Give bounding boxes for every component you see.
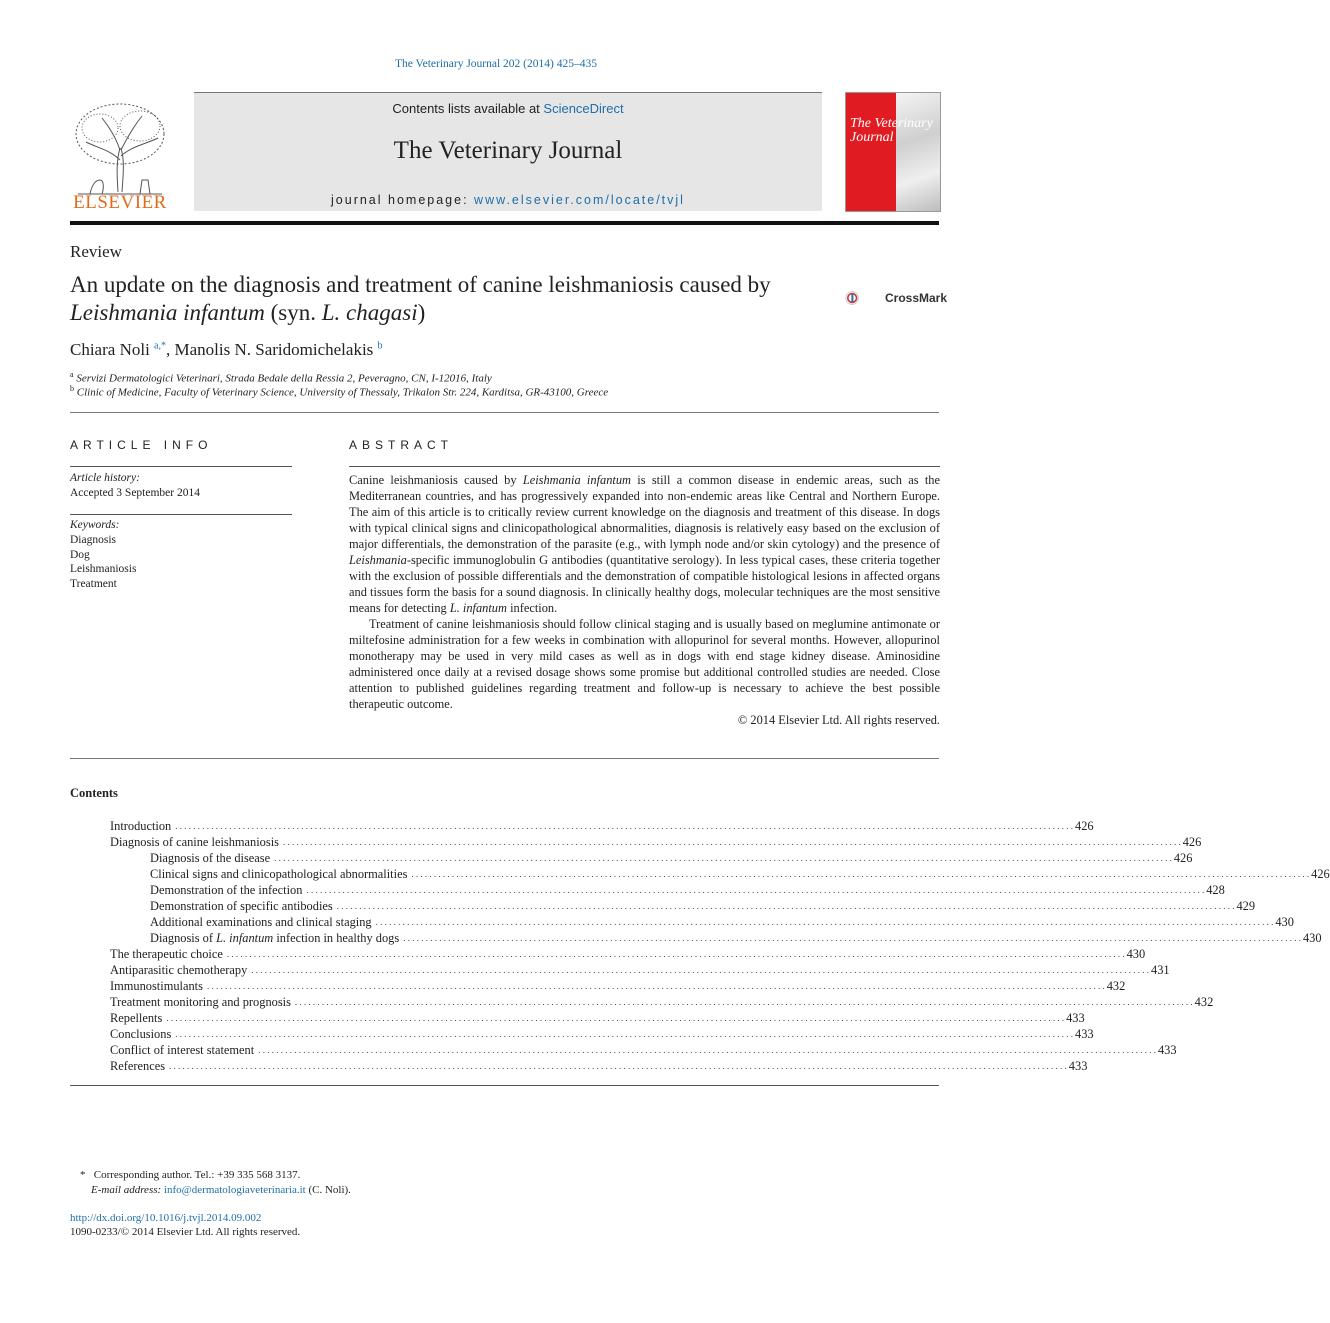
- keywords-list: [70, 533, 136, 591]
- article-title: An update on the diagnosis and treatment of canine leishmaniosis caused by Leishmania infantum (syn. L. chagasi): [70, 272, 771, 325]
- toc-page-number: 430: [1126, 947, 1146, 961]
- abstract-body: [349, 472, 940, 728]
- toc-dot-leader: . . . . . . . . . . . . . . . . . . . . . . . . . . . . . . . . . . . . . . . . . . . . . . . . . . . . . . . . . . . . . . . . . . . . . . . . . . . . . . . . . . . . . . . . . . . . . . . . . . . . . . . . . . . . . . . . . . . . . . . . . . . . . . . . . . . . . . . . . . . . . . . . . . . . . . . . . . . . . . . . . . . . . . . . . . . . . . . . . . . . . . . . . . . . . . . . . . . . . . . .: [175, 821, 1074, 831]
- toc-entry-label: Diagnosis of L. infantum infection in healthy dogs: [150, 931, 400, 945]
- keywords-label: Keywords:: [70, 519, 120, 531]
- toc-page-number: 426: [1075, 819, 1094, 833]
- toc-page-number: 426: [1182, 835, 1202, 849]
- toc-entry-label: Additional examinations and clinical staging: [150, 915, 372, 929]
- toc-entry-label: Treatment monitoring and prognosis: [110, 995, 291, 1009]
- crossmark-icon[interactable]: [845, 278, 885, 318]
- keywords-rule: [70, 514, 292, 515]
- toc-entry[interactable]: [110, 994, 1214, 1010]
- toc-dot-leader: . . . . . . . . . . . . . . . . . . . . . . . . . . . . . . . . . . . . . . . . . . . . . . . . . . . . . . . . . . . . . . . . . . . . . . . . . . . . . . . . . . . . . . . . . . . . . . . . . . . . . . . . . . . . . . . . . . . . . . . . . . . . . . . . . . . . . . . . . . . . . . . . . . . . . . . . . . . . . . . . . . . . . . . . . . . . . . . . . . . . . . . . . . . . . . . . . . . . . . . .: [175, 1029, 1074, 1039]
- keyword: Dog: [70, 548, 90, 561]
- author-name: Chiara Noli: [70, 340, 150, 359]
- abstract-paragraph: Treatment of canine leishmaniosis should follow clinical staging and is usually based on meglumine antimonate or miltefosine administration for a few weeks in combination with allopurinol for several months. However, allopurinol monotherapy may be used in very mild cases as well as in dogs with end stage kidney disease. Aminosidine administered once daily at a revised dosage shows some promise but additional controlled studies are needed. Close attention to published guidelines regarding treatment and follow-up is necessary to achieve the best possible therapeutic outcome.: [349, 617, 940, 711]
- sciencedirect-link[interactable]: ScienceDirect: [543, 101, 624, 116]
- toc-entry[interactable]: [110, 978, 1126, 994]
- abstract-paragraph: Canine leishmaniosis caused by Leishmania infantum is still a common disease in endemic areas, such as the Mediterranean countries, and has progressively expanded into non-endemic areas like Central and Northern Europe. The aim of this article is to critically review current knowledge on the diagnosis and treatment of this disease. In dogs with typical clinical signs and clinicopathological abnormalities, diagnosis is relatively easy based on the exclusion of major differentials, the demonstration of the parasite (e.g., with lymph node and/or skin cytology) and the presence of Leishmania-specific immunoglobulin G antibodies (quantitative serology). In less typical cases, these criteria together with the exclusion of possible differentials and the demonstration of compatible histological lesions in affected organs and tissues form the basis for a sound diagnosis. In clinically healthy dogs, molecular techniques are the most sensitive means for detecting L. infantum infection.: [349, 473, 940, 615]
- keyword: Treatment: [70, 577, 117, 590]
- toc-entry[interactable]: [110, 962, 1170, 978]
- toc-entry[interactable]: [110, 898, 1256, 914]
- toc-dot-leader: . . . . . . . . . . . . . . . . . . . . . . . . . . . . . . . . . . . . . . . . . . . . . . . . . . . . . . . . . . . . . . . . . . . . . . . . . . . . . . . . . . . . . . . . . . . . . . . . . . . . . . . . . . . . . . . . . . . . . . . . . . . . . . . . . . . . . . . . . . . . . . . . . . . . . . . . . . . . . . . . . . . . . . . . . . . . . . . . . . . . . . . . . . . . . . . . . . . . . . . .: [274, 853, 1172, 863]
- toc-dot-leader: . . . . . . . . . . . . . . . . . . . . . . . . . . . . . . . . . . . . . . . . . . . . . . . . . . . . . . . . . . . . . . . . . . . . . . . . . . . . . . . . . . . . . . . . . . . . . . . . . . . . . . . . . . . . . . . . . . . . . . . . . . . . . . . . . . . . . . . . . . . . . . . . . . . . . . . . . . . . . . . . . . . . . . . . . . . . . . . . . . . . . . . . . . . . . . . . . . . . . . . .: [306, 885, 1205, 895]
- toc-entry-label: Clinical signs and clinicopathological abnormalities: [150, 867, 408, 881]
- toc-page-number: 433: [1157, 1043, 1177, 1057]
- author-affiliation-mark[interactable]: a,*: [154, 340, 166, 352]
- toc-page-number: 433: [1068, 1059, 1088, 1073]
- author-name: Manolis N. Saridomichelakis: [174, 340, 374, 359]
- toc-entry-label: Demonstration of the infection: [150, 883, 303, 897]
- toc-dot-leader: . . . . . . . . . . . . . . . . . . . . . . . . . . . . . . . . . . . . . . . . . . . . . . . . . . . . . . . . . . . . . . . . . . . . . . . . . . . . . . . . . . . . . . . . . . . . . . . . . . . . . . . . . . . . . . . . . . . . . . . . . . . . . . . . . . . . . . . . . . . . . . . . . . . . . . . . . . . . . . . . . . . . . . . . . . . . . . . . . . . . . . . . . . . . . . . . . . . . . . . .: [251, 965, 1150, 975]
- keyword: Diagnosis: [70, 534, 116, 546]
- abstract-divider: [70, 758, 939, 759]
- elsevier-wordmark: ELSEVIER: [73, 192, 167, 213]
- journal-citation[interactable]: The Veterinary Journal 202 (2014) 425–435: [395, 58, 597, 70]
- contents-available-line: Contents lists available at ScienceDirect: [392, 101, 624, 116]
- toc-entry-label: The therapeutic choice: [110, 947, 223, 961]
- toc-dot-leader: . . . . . . . . . . . . . . . . . . . . . . . . . . . . . . . . . . . . . . . . . . . . . . . . . . . . . . . . . . . . . . . . . . . . . . . . . . . . . . . . . . . . . . . . . . . . . . . . . . . . . . . . . . . . . . . . . . . . . . . . . . . . . . . . . . . . . . . . . . . . . . . . . . . . . . . . . . . . . . . . . . . . . . . . . . . . . . . . . . . . . . . . . . . . . . . . . . . . . . . .: [411, 869, 1310, 879]
- toc-page-number: 432: [1106, 979, 1126, 993]
- toc-dot-leader: . . . . . . . . . . . . . . . . . . . . . . . . . . . . . . . . . . . . . . . . . . . . . . . . . . . . . . . . . . . . . . . . . . . . . . . . . . . . . . . . . . . . . . . . . . . . . . . . . . . . . . . . . . . . . . . . . . . . . . . . . . . . . . . . . . . . . . . . . . . . . . . . . . . . . . . . . . . . . . . . . . . . . . . . . . . . . . . . . . . . . . . . . . . . . . . . . . . . . . . .: [403, 933, 1301, 943]
- toc-page-number: 433: [1075, 1027, 1094, 1041]
- toc-dot-leader: . . . . . . . . . . . . . . . . . . . . . . . . . . . . . . . . . . . . . . . . . . . . . . . . . . . . . . . . . . . . . . . . . . . . . . . . . . . . . . . . . . . . . . . . . . . . . . . . . . . . . . . . . . . . . . . . . . . . . . . . . . . . . . . . . . . . . . . . . . . . . . . . . . . . . . . . . . . . . . . . . . . . . . . . . . . . . . . . . . . . . . . . . . . . . . . . . . . . . . . .: [282, 837, 1181, 847]
- author-affiliation-mark[interactable]: b: [377, 340, 383, 352]
- contents-divider: [70, 1085, 939, 1086]
- toc-entry-label: Diagnosis of the disease: [150, 851, 271, 865]
- journal-masthead: [194, 92, 822, 211]
- abstract-heading: ABSTRACT: [349, 438, 454, 452]
- journal-homepage-link[interactable]: www.elsevier.com/locate/tvjl: [474, 193, 685, 207]
- toc-entry[interactable]: [110, 946, 1146, 962]
- article-info-rule: [70, 466, 292, 467]
- toc-page-number: 430: [1275, 915, 1294, 929]
- toc-entry-label: Introduction: [110, 819, 172, 833]
- toc-page-number: 433: [1066, 1011, 1085, 1025]
- toc-dot-leader: . . . . . . . . . . . . . . . . . . . . . . . . . . . . . . . . . . . . . . . . . . . . . . . . . . . . . . . . . . . . . . . . . . . . . . . . . . . . . . . . . . . . . . . . . . . . . . . . . . . . . . . . . . . . . . . . . . . . . . . . . . . . . . . . . . . . . . . . . . . . . . . . . . . . . . . . . . . . . . . . . . . . . . . . . . . . . . . . . . . . . . . . . . . . . . . . . . . . . . . .: [336, 901, 1235, 911]
- toc-page-number: 430: [1302, 931, 1322, 945]
- affiliation-divider: [70, 412, 939, 413]
- toc-entry[interactable]: [110, 818, 1094, 834]
- doi-link[interactable]: http://dx.doi.org/10.1016/j.tvjl.2014.09.002: [70, 1212, 262, 1224]
- abstract-rule: [349, 466, 940, 467]
- header-rule: [70, 221, 939, 225]
- toc-dot-leader: . . . . . . . . . . . . . . . . . . . . . . . . . . . . . . . . . . . . . . . . . . . . . . . . . . . . . . . . . . . . . . . . . . . . . . . . . . . . . . . . . . . . . . . . . . . . . . . . . . . . . . . . . . . . . . . . . . . . . . . . . . . . . . . . . . . . . . . . . . . . . . . . . . . . . . . . . . . . . . . . . . . . . . . . . . . . . . . . . . . . . . . . . . . . . . . . . . . . . . . .: [375, 917, 1274, 927]
- toc-dot-leader: . . . . . . . . . . . . . . . . . . . . . . . . . . . . . . . . . . . . . . . . . . . . . . . . . . . . . . . . . . . . . . . . . . . . . . . . . . . . . . . . . . . . . . . . . . . . . . . . . . . . . . . . . . . . . . . . . . . . . . . . . . . . . . . . . . . . . . . . . . . . . . . . . . . . . . . . . . . . . . . . . . . . . . . . . . . . . . . . . . . . . . . . . . . . . . . . . . . . . . . .: [226, 949, 1125, 959]
- toc-entry[interactable]: [110, 1042, 1177, 1058]
- toc-entry-label: Antiparasitic chemotherapy: [110, 963, 248, 977]
- journal-cover-thumbnail[interactable]: [845, 92, 941, 212]
- toc-dot-leader: . . . . . . . . . . . . . . . . . . . . . . . . . . . . . . . . . . . . . . . . . . . . . . . . . . . . . . . . . . . . . . . . . . . . . . . . . . . . . . . . . . . . . . . . . . . . . . . . . . . . . . . . . . . . . . . . . . . . . . . . . . . . . . . . . . . . . . . . . . . . . . . . . . . . . . . . . . . . . . . . . . . . . . . . . . . . . . . . . . . . . . . . . . . . . . . . . . . . . . . .: [294, 997, 1193, 1007]
- toc-entry[interactable]: [110, 1010, 1085, 1026]
- toc-entry[interactable]: [110, 834, 1202, 850]
- abstract-copyright: © 2014 Elsevier Ltd. All rights reserved.: [737, 713, 940, 727]
- cover-red-band: [846, 93, 896, 211]
- toc-entry-label: References: [110, 1059, 166, 1073]
- issn-line: 1090-0233/© 2014 Elsevier Ltd. All rights reserved.: [70, 1226, 301, 1238]
- toc-page-number: 432: [1194, 995, 1214, 1009]
- affiliation-a: $^a$ Servizi Dermatologici Veterinari, Strada Bedale della Ressia 2, Peveragno, CN, I-12016, Italy: [70, 370, 492, 385]
- affiliation-b: $^b$ Clinic of Medicine, Faculty of Veterinary Science, University of Thessaly, Trikalon Str. 224, Karditsa, GR-43100, Greece: [70, 384, 609, 399]
- toc-page-number: 426: [1311, 867, 1330, 881]
- toc-entry[interactable]: [110, 866, 1330, 882]
- contents-heading: Contents: [70, 786, 118, 800]
- journal-homepage-line: journal homepage: www.elsevier.com/locate/tvjl: [331, 193, 685, 207]
- toc-page-number: 428: [1206, 883, 1225, 897]
- article-history-value: Accepted 3 September 2014: [70, 487, 200, 499]
- cover-photo: [896, 93, 940, 211]
- toc-dot-leader: . . . . . . . . . . . . . . . . . . . . . . . . . . . . . . . . . . . . . . . . . . . . . . . . . . . . . . . . . . . . . . . . . . . . . . . . . . . . . . . . . . . . . . . . . . . . . . . . . . . . . . . . . . . . . . . . . . . . . . . . . . . . . . . . . . . . . . . . . . . . . . . . . . . . . . . . . . . . . . . . . . . . . . . . . . . . . . . . . . . . . . . . . . . . . . . . . . . . . . . .: [258, 1045, 1156, 1055]
- toc-page-number: 426: [1173, 851, 1193, 865]
- toc-dot-leader: . . . . . . . . . . . . . . . . . . . . . . . . . . . . . . . . . . . . . . . . . . . . . . . . . . . . . . . . . . . . . . . . . . . . . . . . . . . . . . . . . . . . . . . . . . . . . . . . . . . . . . . . . . . . . . . . . . . . . . . . . . . . . . . . . . . . . . . . . . . . . . . . . . . . . . . . . . . . . . . . . . . . . . . . . . . . . . . . . . . . . . . . . . . . . . . . . . . . . . . .: [166, 1013, 1065, 1023]
- toc-entry[interactable]: [110, 882, 1225, 898]
- article-info-heading: ARTICLE INFO: [70, 438, 213, 452]
- email-link[interactable]: info@dermatologiaveterinaria.it: [163, 1184, 306, 1196]
- toc-entry[interactable]: [110, 1026, 1094, 1042]
- article-history-label: Article history:: [70, 472, 140, 484]
- article-type: Review: [70, 242, 122, 261]
- toc-dot-leader: . . . . . . . . . . . . . . . . . . . . . . . . . . . . . . . . . . . . . . . . . . . . . . . . . . . . . . . . . . . . . . . . . . . . . . . . . . . . . . . . . . . . . . . . . . . . . . . . . . . . . . . . . . . . . . . . . . . . . . . . . . . . . . . . . . . . . . . . . . . . . . . . . . . . . . . . . . . . . . . . . . . . . . . . . . . . . . . . . . . . . . . . . . . . . . . . . . . . . . . .: [206, 981, 1105, 991]
- toc-dot-leader: . . . . . . . . . . . . . . . . . . . . . . . . . . . . . . . . . . . . . . . . . . . . . . . . . . . . . . . . . . . . . . . . . . . . . . . . . . . . . . . . . . . . . . . . . . . . . . . . . . . . . . . . . . . . . . . . . . . . . . . . . . . . . . . . . . . . . . . . . . . . . . . . . . . . . . . . . . . . . . . . . . . . . . . . . . . . . . . . . . . . . . . . . . . . . . . . . . . . . . . .: [169, 1061, 1067, 1071]
- journal-title: The Veterinary Journal: [393, 137, 623, 164]
- toc-entry[interactable]: [110, 1058, 1088, 1074]
- table-of-contents: [110, 818, 1330, 1074]
- email-note: E-mail address: info@dermatologiaveterinaria.it (C. Noli).: [91, 1184, 351, 1196]
- toc-page-number: 431: [1151, 963, 1170, 977]
- keyword: Leishmaniosis: [70, 563, 137, 575]
- toc-entry-label: Immunostimulants: [110, 979, 203, 993]
- toc-entry-label: Diagnosis of canine leishmaniosis: [110, 835, 279, 849]
- toc-entry[interactable]: [110, 914, 1294, 930]
- crossmark-label[interactable]: CrossMark: [885, 291, 948, 305]
- corresponding-author-note: * Corresponding author. Tel.: +39 335 568 3137.: [80, 1169, 301, 1181]
- toc-entry-label: Demonstration of specific antibodies: [150, 899, 333, 913]
- toc-entry-label: Conflict of interest statement: [110, 1043, 255, 1057]
- toc-entry[interactable]: [110, 930, 1322, 946]
- author-list: Chiara Noli $^{a,*}$, Manolis N. Saridomichelakis $^b$: [70, 340, 383, 359]
- toc-entry[interactable]: [110, 850, 1193, 866]
- toc-entry-label: Repellents: [110, 1011, 163, 1025]
- toc-entry-label: Conclusions: [110, 1027, 172, 1041]
- toc-page-number: 429: [1236, 899, 1256, 913]
- cover-title: The Veterinary Journal: [850, 116, 933, 145]
